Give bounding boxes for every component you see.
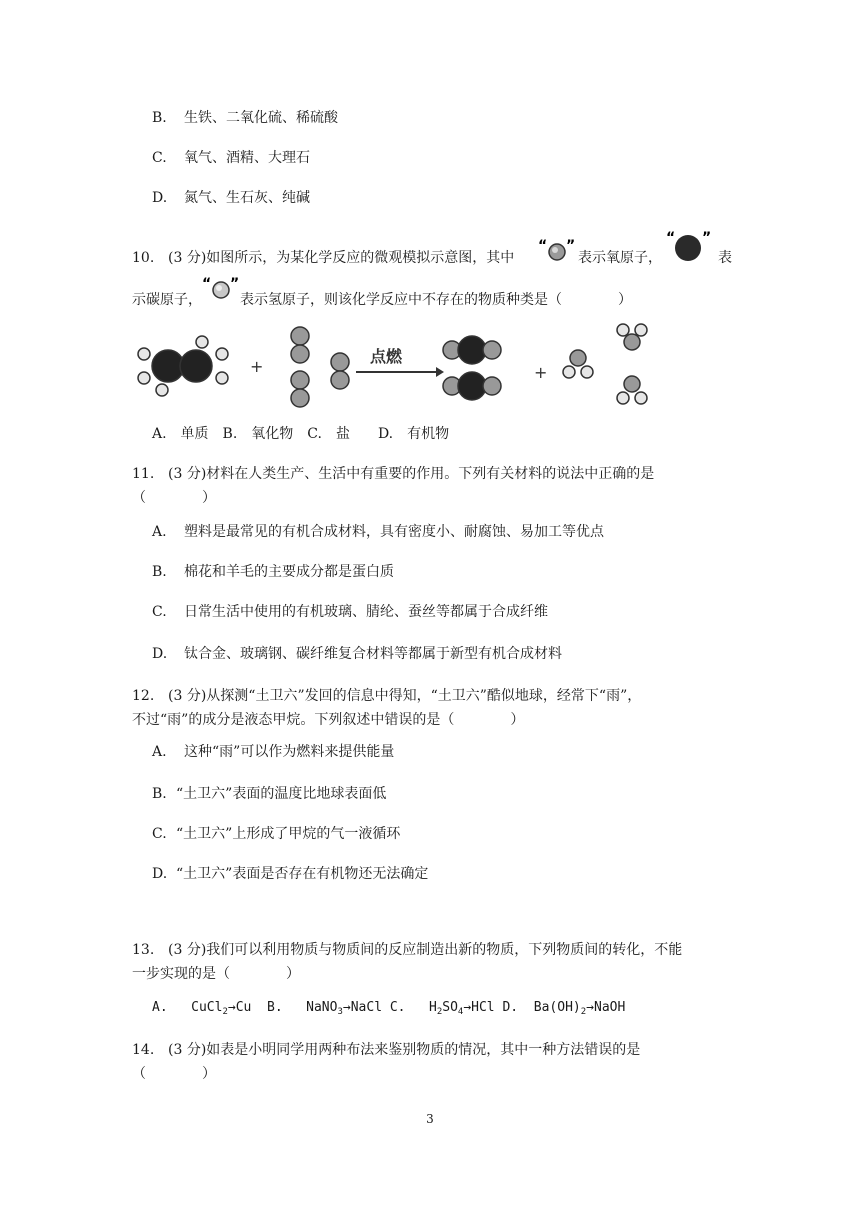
carbon-atom-legend-icon (666, 230, 714, 266)
oxygen-atom-legend-icon (538, 238, 576, 268)
q11-line1: 11. (3 分)材料在人类生产、生活中有重要的作用。下列有关材料的说法中正确的是 (132, 466, 655, 482)
q9-option-d: D. 氮气、生石灰、纯碱 (152, 190, 310, 206)
ignition-label: 点燃 (370, 347, 403, 366)
svg-text:“: “ (538, 238, 548, 254)
question-number: 11. (132, 466, 155, 482)
q12-line1: 12. (3 分)从探测“土卫六”发回的信息中得知，“土卫六”酷似地球，经常下“雨”， (132, 688, 642, 704)
q11-option-b: B. 棉花和羊毛的主要成分都是蛋白质 (152, 564, 394, 580)
hydrogen-atom-legend-icon (202, 276, 240, 306)
q11-option-c: C. 日常生活中使用的有机玻璃、腈纶、蚕丝等都属于合成纤维 (152, 604, 548, 620)
svg-text:”: ” (702, 230, 712, 246)
question-number: 12. (132, 688, 155, 704)
carbon-dioxide-molecules (443, 336, 501, 400)
q9-option-b: B. 生铁、二氧化硫、稀硫酸 (152, 110, 338, 126)
formula-b: NaNO$_3$→NaCl (306, 1000, 383, 1017)
reaction-diagram (132, 322, 672, 414)
q12-option-b: B. “土卫六”表面的温度比地球表面低 (152, 786, 387, 802)
q14-line2: （ ） (132, 1066, 216, 1082)
q13-options: A. CuCl$_2$→Cu B. NaNO$_3$→NaCl C. $H_2SO_4\to HCl$ D. $Ba(OH)_2\to NaOH$ (152, 1000, 626, 1017)
q14-line1: 14. (3 分)如表是小明同学用两种布法来鉴别物质的情况，其中一种方法错误的是 (132, 1042, 641, 1058)
q10-options: A. 单质 B. 氧化物 C. 盐 D. 有机物 (152, 426, 450, 442)
question-number: 14. (132, 1042, 155, 1058)
q11-line2: （ ） (132, 490, 216, 506)
formula-a: CuCl$_2$→Cu (191, 1000, 252, 1017)
svg-text:+: + (250, 357, 264, 376)
oxygen-molecules (291, 327, 349, 407)
svg-text:”: ” (566, 238, 576, 254)
question-number: 13. (132, 942, 155, 958)
water-molecules (563, 324, 647, 404)
q12-line2: 不过“雨”的成分是液态甲烷。下列叙述中错误的是（ ） (132, 712, 525, 728)
q11-option-d: D. 钛合金、玻璃钢、碳纤维复合材料等都属于新型有机合成材料 (152, 646, 562, 662)
ethane-molecule (138, 336, 228, 396)
q13-line2: 一步实现的是（ ） (132, 966, 300, 982)
q13-line1: 13. (3 分)我们可以利用物质与物质间的反应制造出新的物质，下列物质间的转化，不能 (132, 942, 683, 958)
svg-text:”: ” (230, 276, 240, 292)
svg-text:+: + (534, 363, 548, 382)
formula-d: $Ba(OH)_2\to NaOH$ (533, 1000, 626, 1017)
q9-option-c: C. 氧气、酒精、大理石 (152, 150, 310, 166)
q11-option-a: A. 塑料是最常见的有机合成材料，具有密度小、耐腐蚀、易加工等优点 (152, 524, 604, 540)
svg-text:“: “ (666, 230, 676, 246)
q10-line1: 10. (3 分)如图所示，为某化学反应的微观模拟示意图，其中 (132, 250, 515, 266)
q12-option-a: A. 这种“雨”可以作为燃料来提供能量 (152, 744, 395, 760)
q12-option-d: D. “土卫六”表面是否存在有机物还无法确定 (152, 866, 429, 882)
svg-text:“: “ (202, 276, 212, 292)
q12-option-c: C. “土卫六”上形成了甲烷的气一液循环 (152, 826, 401, 842)
page-number: 3 (426, 1112, 434, 1126)
formula-c: $H_2SO_4\to HCl$ (429, 1000, 495, 1017)
question-number: 10. (132, 250, 155, 266)
